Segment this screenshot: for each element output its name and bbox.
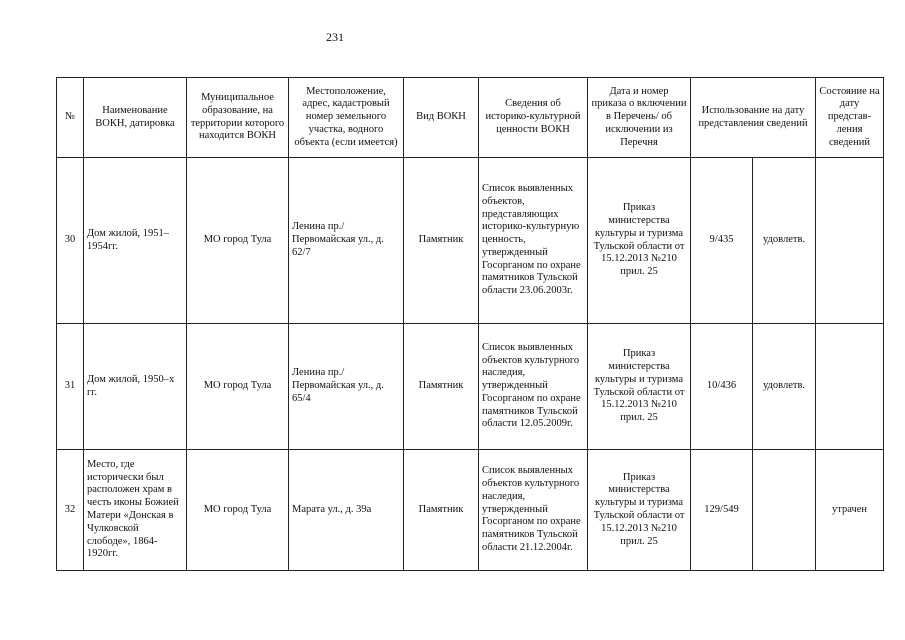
cell-state: утрачен: [816, 450, 884, 571]
header-name: Наименование ВОКН, датировка: [84, 78, 187, 158]
cell-name: Место, где исторически был расположен храм в честь иконы Божией Матери «Донская в Чулковской слободе», 1864-1920гг.: [84, 450, 187, 571]
cell-type: Памятник: [404, 158, 479, 324]
heritage-register-table: [56, 77, 884, 571]
cell-usage-text: удовлетв.: [753, 158, 816, 324]
table-row: [57, 324, 884, 450]
cell-type: Памятник: [404, 450, 479, 571]
header-usage: Использование на дату представления сведений: [691, 78, 816, 158]
cell-num: 32: [57, 450, 84, 571]
table-row: [57, 450, 884, 571]
cell-info: Список выявленных объектов культурного наследия, утвержденный Госорганом по охране памятников Тульской области 21.12.2004г.: [479, 450, 588, 571]
cell-num: 31: [57, 324, 84, 450]
cell-usage-num: 129/549: [691, 450, 753, 571]
table-header-row: [57, 78, 884, 158]
cell-num: 30: [57, 158, 84, 324]
cell-order: Приказ министерства культуры и туризма Тульской области от 15.12.2013 №210 прил. 25: [588, 158, 691, 324]
cell-info: Список выявленных объектов, представляющих историко-культурную ценность, утвержденный Госорганом по охране памятников Тульской области 23.06.2003г.: [479, 158, 588, 324]
cell-municipality: МО город Тула: [187, 450, 289, 571]
header-order: Дата и номер приказа о включении в Перечень/ об исключении из Перечня: [588, 78, 691, 158]
header-info: Сведения об историко-культурной ценности ВОКН: [479, 78, 588, 158]
cell-usage-num: 9/435: [691, 158, 753, 324]
cell-name: Дом жилой, 1951–1954гг.: [84, 158, 187, 324]
cell-state: [816, 158, 884, 324]
cell-state: [816, 324, 884, 450]
header-type: Вид ВОКН: [404, 78, 479, 158]
cell-type: Памятник: [404, 324, 479, 450]
cell-order: Приказ министерства культуры и туризма Тульской области от 15.12.2013 №210 прил. 25: [588, 450, 691, 571]
cell-usage-num: 10/436: [691, 324, 753, 450]
header-location: Местоположение, адрес, кадастровый номер земельного участка, водного объекта (если имеется): [289, 78, 404, 158]
header-num: №: [57, 78, 84, 158]
cell-info: Список выявленных объектов культурного наследия, утвержденный Госорганом по охране памятников Тульской области 12.05.2009г.: [479, 324, 588, 450]
cell-name: Дом жилой, 1950–х гг.: [84, 324, 187, 450]
header-state: Состояние на дату представ-ления сведений: [816, 78, 884, 158]
cell-municipality: МО город Тула: [187, 324, 289, 450]
cell-location: Марата ул., д. 39а: [289, 450, 404, 571]
cell-location: Ленина пр./Первомайская ул., д. 65/4: [289, 324, 404, 450]
cell-location: Ленина пр./Первомайская ул., д. 62/7: [289, 158, 404, 324]
cell-usage-text: [753, 450, 816, 571]
cell-order: Приказ министерства культуры и туризма Тульской области от 15.12.2013 №210 прил. 25: [588, 324, 691, 450]
header-municipality: Муниципальное образование, на территории которого находится ВОКН: [187, 78, 289, 158]
table-row: [57, 158, 884, 324]
cell-municipality: МО город Тула: [187, 158, 289, 324]
page-number: 231: [326, 30, 344, 44]
cell-usage-text: удовлетв.: [753, 324, 816, 450]
